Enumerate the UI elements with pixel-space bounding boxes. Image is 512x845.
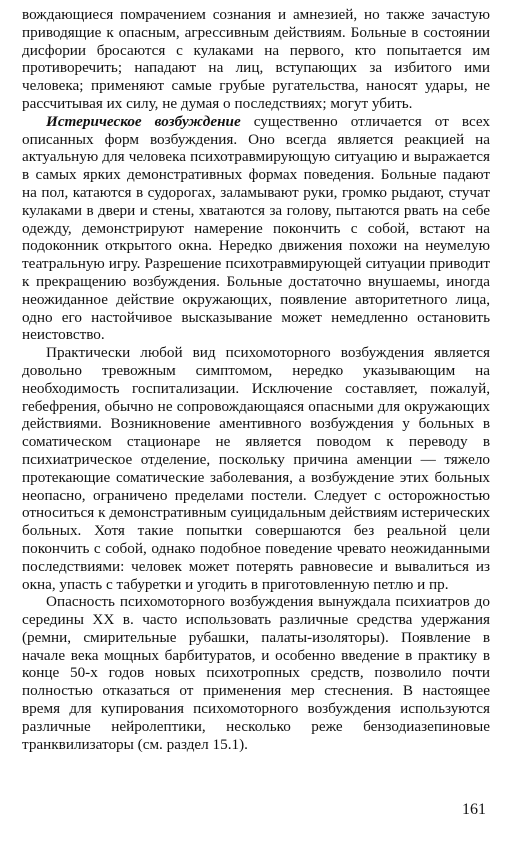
paragraph-hospitalization: Практически любой вид психомоторного возбуждения является довольно тревожным симптомом, нередко указывающим на необходимость госпитализации. Исключение составляет, пожалуй, гебефрения, обычно не сопровождающаяся опасными для окружающих действиями. Возникновение аментивного возбуждения у больных в соматическом стационаре не является поводом к переводу в психиатрическое отделение, поскольку причина аменции — тяжело протекающие соматические заболевания, а возбуждение этих больных неопасно, ограничено пределами постели. Следует с осторожностью относиться к демонстративным суицидальным действиям истерических больных. Хотя такие попытки совершаются без реальной цели покончить с собой, однако подобное поведение чревато неожиданными последствиями: человек может потерять равновесие и вывалиться из окна, упасть с табуретки и угодить в приготовленную петлю и пр. xyxy=(22,344,490,593)
term-hysterical-agitation: Истерическое возбуждение xyxy=(46,112,241,130)
paragraph-hysterical-agitation xyxy=(22,113,490,344)
page-body xyxy=(22,6,490,753)
paragraph-dysphoria-end: вождающиеся помрачением сознания и амнезией, но также зачастую приводящие к опасным, агрессивным действиям. Больные в состоянии дисфории бросаются с кулаками на первого, кто попытается им противоречить; нападают на лиц, вступающих за избитого ими человека; применяют самые грубые ругательства, наносят удары, не рассчитывая их силу, не думая о последствиях; могут убить. xyxy=(22,6,490,112)
paragraph-restraint-history: Опасность психомоторного возбуждения вынуждала психиатров до середины XX в. часто использовать различные средства удержания (ремни, смирительные рубашки, палаты-изоляторы). Появление в начале века мощных барбитуратов, и особенно введение в практику в конце 50-х годов новых психотропных средств, позволило почти полностью отказаться от применения мер стеснения. В настоящее время для купирования психомоторного возбуждения используются различные нейролептики, несколько реже бензодиазепиновые транквилизаторы (см. раздел 15.1). xyxy=(22,593,490,753)
paragraph-hysterical-agitation-text: существенно отличается от всех описанных форм возбуждения. Оно всегда является реакцией на актуальную для человека психотравмирующую ситуацию и выражается в самых ярких демонстративных формах поведения. Больные падают на пол, катаются в судорогах, заламывают руки, громко рыдают, стучат кулаками в двери и стены, хватаются за голову, пытаются рвать на себе одежду, демонстрируют намерение покончить с собой, встают на подоконник открытого окна. Нередко движения похожи на неумелую театральную игру. Разрешение психотравмирующей ситуации приводит к прекращению возбуждения. Больные достаточно внушаемы, иногда неожиданное действие окружающих, появление авторитетного лица, одно его настойчивое высказывание может немедленно остановить неистовство. xyxy=(22,112,490,344)
page-number: 161 xyxy=(462,801,486,818)
